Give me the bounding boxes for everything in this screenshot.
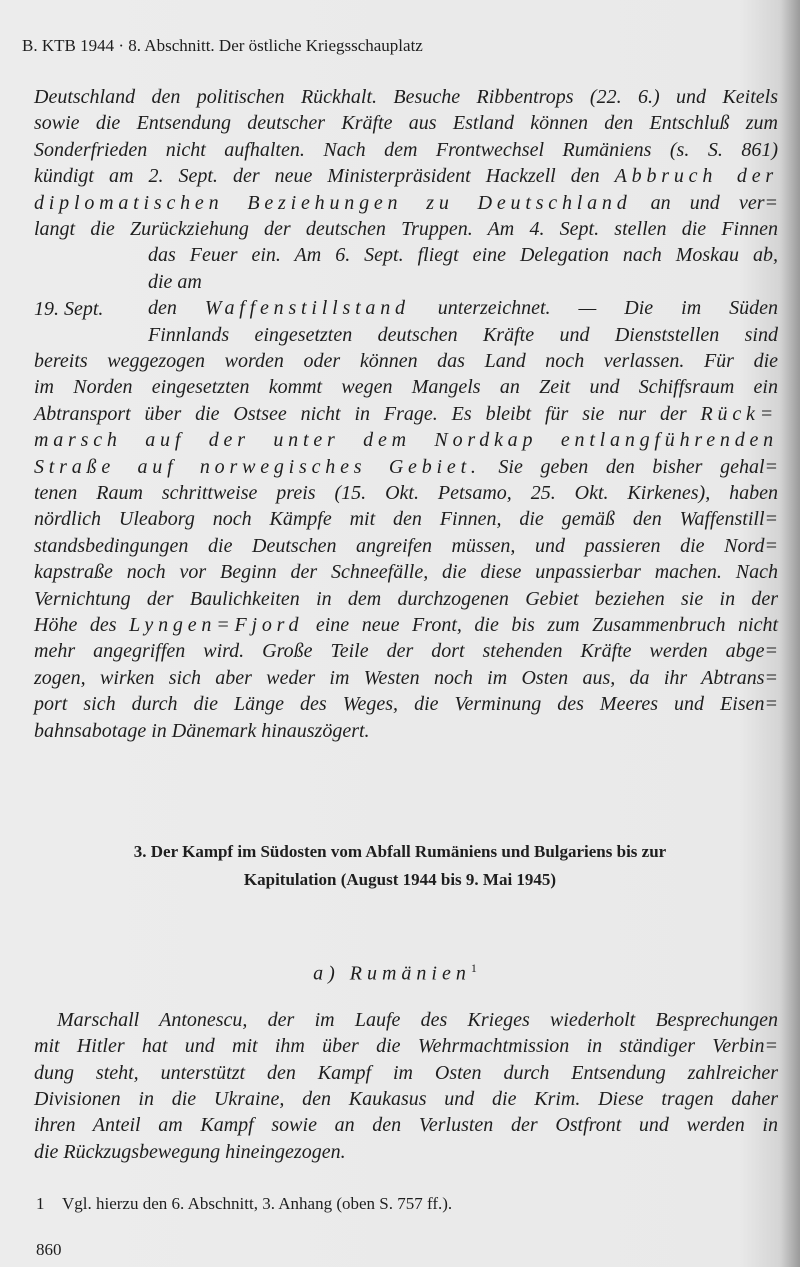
text-line: [34, 638, 778, 664]
text-segment: langt die Zurückziehung der deutschen Truppen. Am 4. Sept. stellen die Finnen: [34, 218, 778, 240]
text-line: [34, 665, 778, 691]
text-segment: Divisionen in die Ukraine, den Kaukasus und die Krim. Diese tragen daher: [34, 1087, 778, 1110]
text-line: [34, 1033, 778, 1059]
spaced-emphasis: Waffenstillstand: [204, 297, 410, 320]
text-line: [34, 506, 778, 532]
footnote-text: Vgl. hierzu den 6. Abschnitt, 3. Anhang (oben S. 757 ff.).: [62, 1194, 453, 1213]
text-segment: Deutschland den politischen Rückhalt. Besuche Ribbentrops (22. 6.) und Keitels: [34, 86, 778, 108]
page-number: 860: [36, 1240, 62, 1259]
section-heading-line-1: 3. Der Kampf im Südosten vom Abfall Rumäniens und Bulgariens bis zur: [133, 842, 667, 861]
text-line: [57, 1007, 778, 1033]
text-line: [34, 533, 778, 559]
text-segment: zogen, wirken sich aber weder im Westen noch im Osten aus, da ihr Abtrans=: [34, 666, 778, 689]
text-line: [34, 612, 778, 638]
text-line: [34, 348, 778, 374]
text-segment: port sich durch die Länge des Weges, die Verminung des Meeres und Eisen=: [34, 693, 778, 716]
text-segment: an und ver=: [631, 191, 778, 214]
text-line: [148, 295, 778, 321]
text-segment: Abtransport über die Ostsee nicht in Frage. Es bleibt für sie nur der: [34, 402, 701, 425]
text-segment: kündigt am 2. Sept. der neue Ministerpräsident Hackzell den: [34, 165, 615, 188]
text-line: [34, 84, 778, 110]
spaced-emphasis: Rück=: [700, 402, 778, 425]
text-line: [34, 691, 778, 717]
text-line: [34, 718, 778, 744]
footnote-number: 1: [36, 1194, 45, 1213]
subheading-text: a) Rumänien: [313, 962, 471, 985]
running-header: B. KTB 1944 · 8. Abschnitt. Der östliche Kriegsschauplatz: [22, 36, 423, 55]
footnote: [36, 1194, 452, 1214]
text-line: [34, 163, 778, 189]
margin-date-note: 19. Sept.: [34, 298, 104, 320]
text-segment: Sonderfrieden nicht aufhalten. Nach dem Frontwechsel Rumäniens (s. S. 861): [34, 138, 778, 161]
text-line: [34, 427, 778, 453]
text-segment: das Feuer ein. Am 6. Sept. fliegt eine Delegation nach Moskau ab,: [148, 244, 778, 267]
text-line: [34, 586, 778, 612]
text-line: [34, 1086, 778, 1112]
spaced-emphasis: diplomatischen Beziehungen zu Deutschland: [34, 191, 632, 214]
text-segment: bereits weggezogen worden oder können das Land noch verlassen. Für die: [34, 350, 778, 372]
text-line: [34, 1060, 778, 1086]
text-line: [34, 190, 778, 216]
subheading: [0, 961, 790, 986]
text-segment: Vernichtung der Baulichkeiten in dem durchzogenen Gebiet beziehen sie in der: [34, 587, 778, 610]
text-segment: Finnlands eingesetzten deutschen Kräfte und Dienststellen sind: [148, 323, 778, 346]
spaced-emphasis: Straße auf norwegisches Gebiet.: [34, 455, 481, 478]
text-segment: mit Hitler hat und mit ihm über die Wehrmachtmission in ständiger Verbin=: [34, 1035, 778, 1058]
text-line: [148, 242, 778, 268]
text-segment: Höhe des: [34, 614, 130, 636]
text-line: [34, 110, 778, 136]
text-line: [34, 401, 778, 427]
text-line: [34, 137, 778, 163]
footnote-ref[interactable]: 1: [470, 961, 477, 975]
text-line: [34, 559, 778, 585]
text-line: [34, 216, 778, 242]
text-line: [34, 1139, 778, 1165]
text-segment: sowie die Entsendung deutscher Kräfte aus Estland können den Entschluß zum: [34, 112, 778, 135]
spaced-emphasis: Lyngen=Fjord: [129, 614, 304, 636]
text-segment: mehr angegriffen wird. Große Teile der dort stehenden Kräfte werden abge=: [34, 640, 778, 663]
text-segment: kapstraße noch vor Beginn der Schneefälle, die diese unpassierbar machen. Nach: [34, 561, 778, 584]
text-segment: die Rückzugsbewegung hineingezogen.: [34, 1140, 346, 1163]
text-segment: nördlich Uleaborg noch Kämpfe mit den Finnen, die gemäß den Waffenstill=: [34, 508, 778, 531]
text-segment: Sie geben den bisher gehal=: [480, 455, 778, 478]
text-segment: tenen Raum schrittweise preis (15. Okt. Petsamo, 25. Okt. Kirkenes), haben: [34, 482, 778, 504]
spaced-emphasis: Abbruch der: [614, 165, 778, 188]
text-line: [34, 374, 778, 400]
text-segment: den: [148, 297, 205, 320]
text-segment: bahnsabotage in Dänemark hinauszögert.: [34, 719, 370, 742]
spaced-emphasis: marsch auf der unter dem Nordkap entlangführenden: [34, 429, 778, 452]
text-line: [34, 1112, 778, 1138]
text-segment: die am: [148, 270, 202, 293]
text-segment: ihren Anteil am Kampf sowie an den Verlusten der Ostfront und werden in: [34, 1114, 778, 1137]
text-segment: Marschall Antonescu, der im Laufe des Krieges wiederholt Besprechungen: [57, 1009, 778, 1031]
text-line: [148, 322, 778, 348]
text-line: [34, 480, 778, 506]
text-segment: eine neue Front, die bis zum Zusammenbruch nicht: [303, 614, 778, 636]
text-segment: unterzeichnet. — Die im Süden: [409, 297, 778, 320]
section-heading-line-2: Kapitulation (August 1944 bis 9. Mai 1945): [243, 870, 557, 889]
text-segment: standsbedingungen die Deutschen angreifen müssen, und passieren die Nord=: [34, 534, 778, 557]
text-segment: dung steht, unterstützt den Kampf im Osten durch Entsendung zahlreicher: [34, 1061, 778, 1084]
text-line: [34, 454, 778, 480]
text-line: [148, 269, 778, 295]
text-segment: im Norden eingesetzten kommt wegen Mangels an Zeit und Schiffsraum ein: [34, 376, 778, 399]
